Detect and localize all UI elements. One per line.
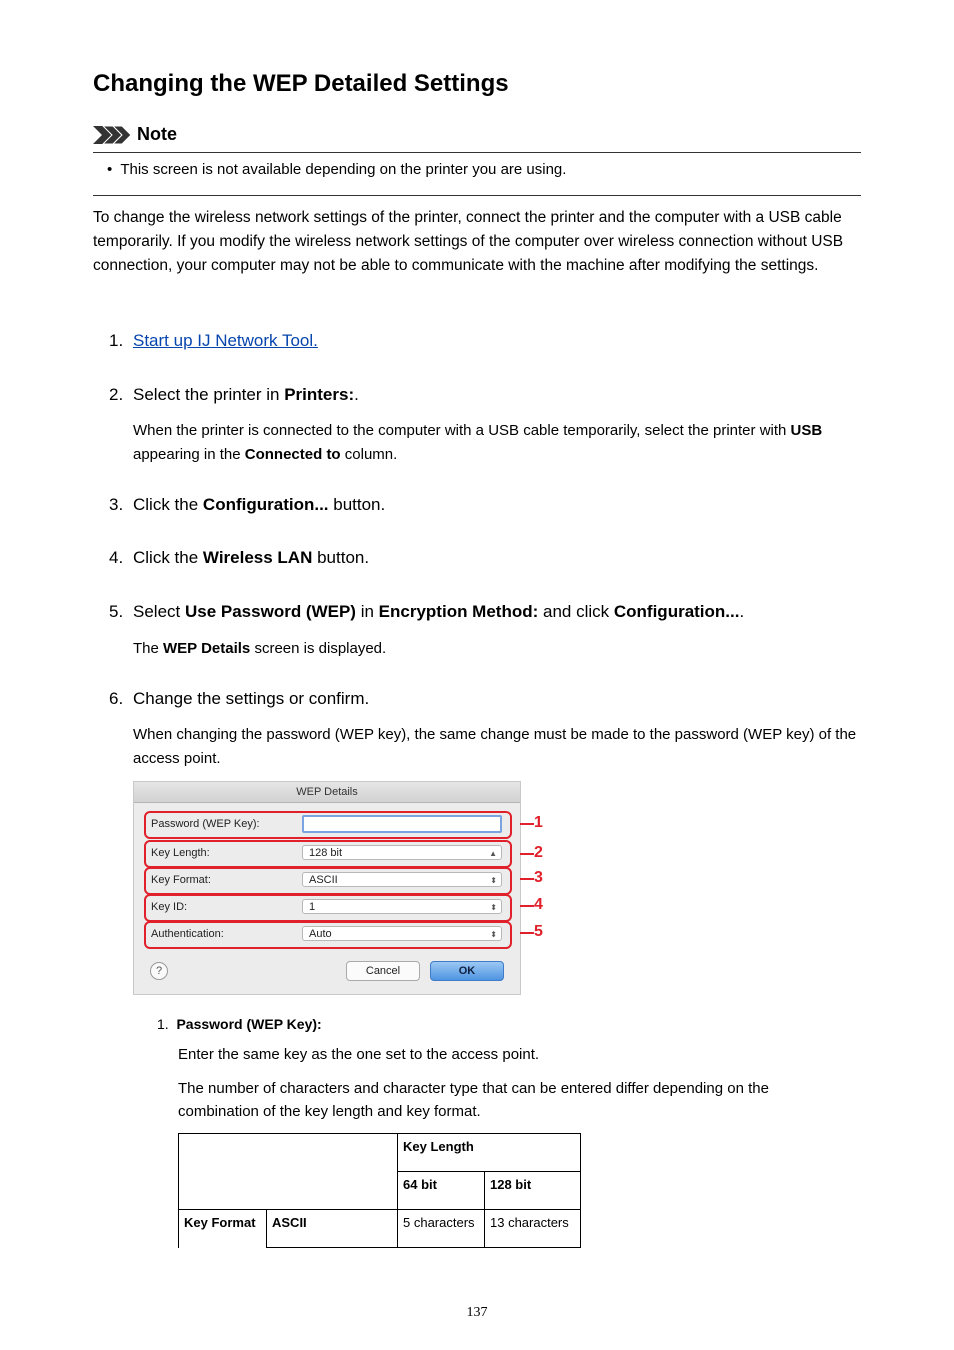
key-length-select[interactable]: 128 bit ▲ — [302, 845, 502, 860]
step-2: 2. Select the printer in Printers:. — [109, 385, 359, 404]
step-5-detail: The WEP Details screen is displayed. — [133, 640, 387, 657]
key-format-select[interactable]: ASCII ⬍ — [302, 872, 502, 887]
key-format-header: Key Format — [179, 1210, 267, 1248]
step-2-detail: When the printer is connected to the computer with a USB cable temporarily, select the printer with USB appearing in the Connected to column. — [133, 422, 823, 463]
callout-5: 5 — [534, 923, 543, 941]
sub-item-1-p2: The number of characters and character type that can be entered differ depending on the combination of the key length and key format. — [178, 1080, 769, 1120]
note-item: • This screen is not available depending on the printer you are using. — [107, 161, 567, 178]
updown-icon: ⬍ — [490, 876, 497, 885]
callout-4: 4 — [534, 896, 543, 914]
dialog-title: WEP Details — [134, 782, 520, 803]
key-id-row: Key ID: 1 ⬍ — [144, 894, 512, 922]
ascii-row-header: ASCII — [267, 1210, 398, 1248]
step-5: 5. Select Use Password (WEP) in Encryption Method: and click Configuration.... — [109, 602, 745, 621]
password-input[interactable] — [302, 815, 502, 833]
note-box — [93, 152, 861, 196]
updown-icon: ⬍ — [490, 930, 497, 939]
callout-3: 3 — [534, 869, 543, 887]
ascii-128-cell: 13 characters — [485, 1210, 581, 1248]
callout-2: 2 — [534, 844, 543, 862]
wep-details-dialog — [133, 781, 521, 995]
password-row: Password (WEP Key): — [144, 811, 512, 839]
col-128-header: 128 bit — [485, 1172, 581, 1210]
step-3: 3. Click the Configuration... button. — [109, 495, 386, 514]
key-format-row: Key Format: ASCII ⬍ — [144, 867, 512, 895]
ascii-64-cell: 5 characters — [398, 1210, 485, 1248]
sub-item-1-heading: 1. Password (WEP Key): — [157, 1016, 322, 1032]
authentication-row: Authentication: Auto ⬍ — [144, 921, 512, 949]
help-button[interactable]: ? — [150, 962, 168, 980]
start-ij-network-tool-link[interactable]: Start up IJ Network Tool. — [133, 331, 318, 350]
page-title: Changing the WEP Detailed Settings — [93, 70, 509, 97]
step-6-detail: When changing the password (WEP key), the same change must be made to the password (WEP key) of the access point. — [133, 726, 857, 767]
note-header — [93, 124, 177, 145]
key-length-row: Key Length: 128 bit ▲ — [144, 840, 512, 868]
updown-icon: ⬍ — [490, 903, 497, 912]
key-id-select[interactable]: 1 ⬍ — [302, 899, 502, 914]
sub-item-1-p1: Enter the same key as the one set to the access point. — [178, 1046, 540, 1063]
key-length-header: Key Length — [398, 1134, 581, 1172]
authentication-select[interactable]: Auto ⬍ — [302, 926, 502, 941]
ok-button[interactable]: OK — [430, 961, 504, 981]
note-arrows-icon — [93, 126, 131, 144]
note-label: Note — [137, 124, 177, 144]
intro-paragraph: To change the wireless network settings of the printer, connect the printer and the computer with a USB cable temporarily. If you modify the wireless network settings of the computer over wireless connection without USB connection, your computer may not be able to communicate with the machine after modifying the settings. — [93, 209, 844, 274]
key-table — [178, 1133, 581, 1248]
table-corner-cell — [179, 1134, 398, 1210]
updown-icon: ▲ — [489, 849, 497, 858]
step-6: 6. Change the settings or confirm. — [109, 689, 370, 708]
callout-1: 1 — [534, 814, 543, 832]
step-4: 4. Click the Wireless LAN button. — [109, 548, 370, 567]
page-number: 137 — [466, 1305, 488, 1320]
cancel-button[interactable]: Cancel — [346, 961, 420, 981]
col-64-header: 64 bit — [398, 1172, 485, 1210]
step-1: 1. Start up IJ Network Tool. — [109, 331, 318, 350]
